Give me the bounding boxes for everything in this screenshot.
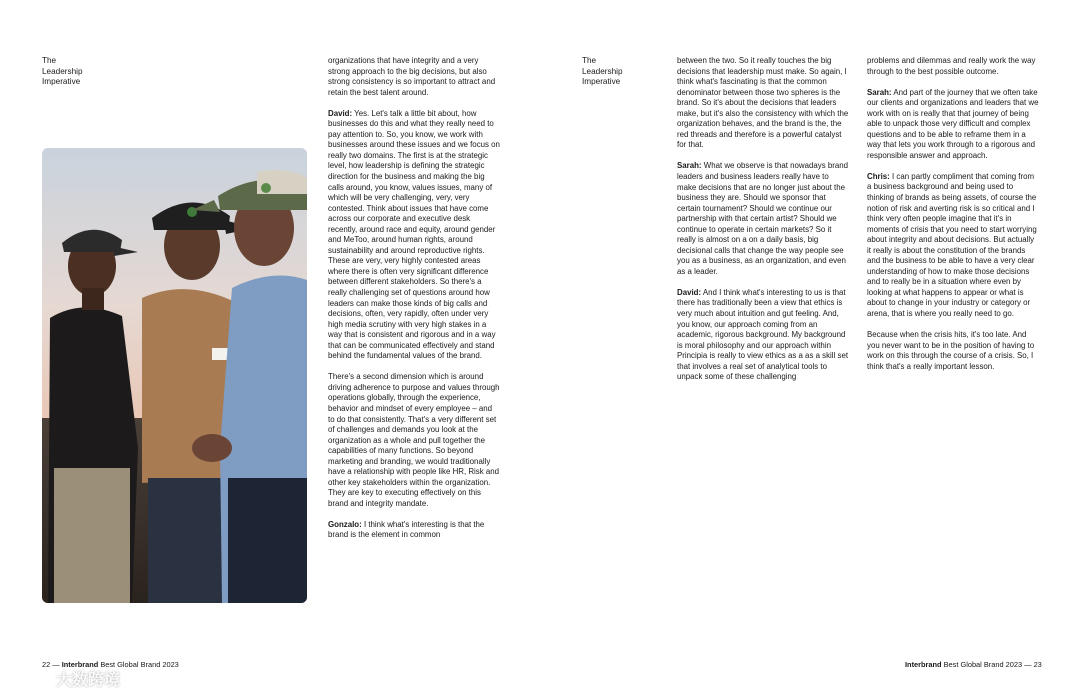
paragraph — [677, 56, 850, 151]
speaker-name: Gonzalo: — [328, 519, 362, 529]
article-column-2 — [677, 56, 850, 393]
paragraph — [867, 88, 1040, 162]
section-label-line: Imperative — [42, 77, 81, 86]
section-label-line: The — [42, 56, 57, 65]
paragraph — [867, 330, 1040, 372]
paragraph-text: I think what's interesting is that the brand is the element in common — [328, 519, 485, 540]
paragraph-text: organizations that have integrity and a very strong approach to the big decisions, but also strong consistency is so important to attract and retain the best talent around. — [328, 56, 496, 97]
paragraph-text: What we observe is that nowadays brand leaders and business leaders really have to make decisions that are no longer just about the business they are. Should we sponsor that certain tournament? Should we continue our partnership with that certain artist? Should we continue to operate in certain markets? So it really is almost on a on a daily basis, big decisional calls that change the way people see you as a business, as an organization, and even as a leader. — [677, 161, 849, 276]
footer-title: Best Global Brand 2023 — 23 — [941, 660, 1042, 669]
page-footer-right — [905, 660, 1042, 669]
paragraph — [328, 520, 500, 541]
section-label-line: Leadership — [582, 66, 623, 76]
speaker-name: Chris: — [867, 171, 890, 181]
paragraph — [677, 288, 850, 383]
photo-three-men-in-field — [42, 148, 307, 603]
paragraph-text: I can partly compliment that coming from a business background and being used to thinking of brands as being assets, of course the notion of risk and averting risk is so critical and I think very often people imagine that it's in moments of crisis that you need to start worrying about integrity and about decisions. But actually it really is about the constitution of the brands and the business to be able to have a very clear understanding of how to make those decisions and to really be in a situation where even by looking at what happens to appear or what is about to change in your industry or category or arena, that is where you really need to go. — [867, 171, 1037, 319]
paragraph — [677, 161, 850, 277]
paragraph — [328, 109, 500, 362]
paragraph-text: problems and dilemmas and really work the way through to the best possible outcome. — [867, 56, 1036, 76]
speaker-name: Sarah: — [867, 87, 892, 97]
paragraph — [867, 56, 1040, 77]
paragraph-text: between the two. So it really touches the big decisions that leadership must make. So again, I think what's fascinating is that the common denominator between those two spheres is the brand. So it's about the decisions that leaders make, but it's also the consistency with which the organization behaves, and the brand is the, the red threads and therefore is a powerful catalyst for that. — [677, 56, 849, 150]
watermark — [8, 666, 120, 690]
paragraph-text: Yes. Let's talk a little bit about, how businesses do this and what they really need to pay attention to. So, you know, we work with businesses around these issues and we focus on really two domains. The first is at the strategic level, how leadership is defining the strategic direction for the business and making the big calls around, you know, values issues, many of which will be very challenging, very, very contested. Think about issues that have come across our corporate and executive desk recently, around race and equity, around gender and MeToo, around human rights, around sustainability and around reproductive rights. These are very, very highly contested areas where there is often very significant difference between different stakeholders. So there's a really challenging set of questions around how leaders can make those kinds of big calls and decisions, often, very rapidly, often under very high media scrutiny with very high stakes in a way that is consistent and rigorous and in a way that can be communicated effectively and stand behind the fundamental values of the brand. — [328, 108, 500, 361]
paragraph — [328, 372, 500, 509]
paragraph-text: There's a second dimension which is around driving adherence to purpose and values through operations globally, through the experience, behavior and mindset of every employee – and to do that consistently. That's a very different set of challenges and demands you look at the organization as a whole and pull together the capabilities of many functions. So beyond marketing and branding, we would traditionally have a relationship with people like HR, Risk and other key stakeholders within the organization. They are key to executing effectively on this brand and integrity mandate. — [328, 372, 500, 508]
article-column-3 — [867, 56, 1040, 383]
speaker-name: David: — [677, 287, 702, 297]
logo-mark-icon — [8, 665, 50, 692]
footer-title: Best Global Brand 2023 — [98, 660, 179, 669]
section-label-line: Imperative — [582, 77, 621, 86]
watermark-text: 大数跨境 — [56, 671, 121, 689]
right-page — [540, 0, 1080, 699]
article-column-1 — [328, 56, 500, 552]
paragraph — [867, 172, 1040, 320]
section-label-left — [42, 56, 83, 88]
speaker-name: David: — [328, 108, 353, 118]
section-label-line: Leadership — [42, 66, 83, 76]
paragraph — [328, 56, 500, 98]
paragraph-text: Because when the crisis hits, it's too late. And you never want to be in the position of having to work on this through the course of a crisis. So, I think that's a really important lesson. — [867, 330, 1035, 371]
footer-page-prefix: 22 — — [42, 660, 62, 669]
footer-brand: Interbrand — [905, 660, 942, 669]
paragraph-text: And part of the journey that we often take our clients and organizations and leaders that we work with on is really that that journey of being able to unpack those very difficult and complex questions and to be able to reframe them in a way that lets you work through to a rigorous and responsible answer and approach. — [867, 87, 1039, 160]
section-label-line: The — [582, 56, 597, 65]
footer-brand: Interbrand — [61, 660, 99, 669]
section-label-right — [582, 56, 623, 88]
speaker-name: Sarah: — [677, 161, 702, 171]
paragraph-text: And I think what's interesting to us is that there has traditionally been a view that ethics is very much about intuition and gut feeling. And, you know, our approach coming from an academic, rigorous background. My background is moral philosophy and our approach within Principia is really to view ethics as a as a skill set that involves a real set of analytical tools to unpack some of these challenging — [677, 287, 849, 382]
